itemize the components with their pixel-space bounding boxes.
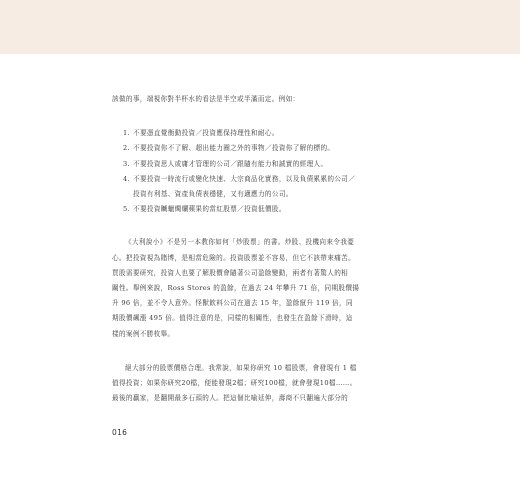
list-item-text: 不要投資你不了解、超出能力圈之外的事物／投資你了解的標的。 bbox=[133, 144, 335, 153]
text-line: 絕大部分的股票價格合理。我常說，如果你研究 10 檔股票，會發現有 1 檔 bbox=[125, 363, 357, 372]
numbered-list bbox=[112, 126, 410, 217]
text-line: 樣的案例不勝枚舉。 bbox=[112, 329, 175, 338]
page-body bbox=[112, 92, 410, 406]
body-paragraph-2 bbox=[112, 235, 410, 341]
text-line: 值得投資；如果你研究20檔，便能發現2檔；研究100檔，就會發現10檔……。 bbox=[112, 379, 357, 388]
list-item-text: 不要投資思人或庸才管理的公司／跟隨有能力和誠實的經理人。 bbox=[133, 159, 328, 168]
text-line: 買股需要研究，投資人也要了解股價會隨著公司盈餘變動，兩者有著驚人的相 bbox=[112, 268, 349, 277]
text-line: 期股價飆漲 495 倍。值得注意的是，同樣的相關性，也發生在盈餘下滑時，這 bbox=[112, 314, 353, 323]
list-item bbox=[112, 202, 410, 217]
body-paragraph-3 bbox=[112, 361, 410, 407]
page-number: 016 bbox=[112, 428, 128, 437]
text-line: 《大利說小》不是另一本教你如何「炒股票」的書。炒股、投機向來令我憂 bbox=[125, 238, 355, 247]
list-item-text: 不要投資一時流行或變化快速、大宗商品化實務，以及負債累累的公司／ bbox=[133, 174, 356, 183]
list-item-text: 不要投資贓蠟燭爛蘋果的當紅股票／投資低價股。 bbox=[133, 205, 286, 214]
list-number: 1. bbox=[123, 129, 130, 138]
list-item-continuation: 投資有利基、資產負債表穩健，又有適應力的公司。 bbox=[133, 190, 293, 199]
list-number: 4. bbox=[123, 174, 130, 183]
list-item bbox=[112, 126, 410, 141]
list-number: 2. bbox=[123, 144, 130, 153]
list-item bbox=[112, 141, 410, 156]
header-band bbox=[0, 0, 520, 54]
list-item-text: 不要憑直覺衡動投資／投資應保持理性和耐心。 bbox=[133, 129, 279, 138]
lead-paragraph: 該做的事，端視你對半杯水的看法是半空或半滿而定。例如： bbox=[112, 95, 300, 103]
text-line: 關性。舉例來說，Ross Stores 的盈餘，在過去 24 年攀升 71 倍，同期股價揚 bbox=[112, 284, 360, 293]
text-line: 最後的贏家，是翻開最多石頭的人。把這個比喻延伸，壽商不只翻遍大部分的 bbox=[112, 394, 349, 403]
list-number: 5. bbox=[123, 205, 130, 214]
text-line: 心。把投資視為賭博，是相當危險的。投資股票並不容易，但它不該帶來痛苦。 bbox=[112, 253, 356, 262]
text-line: 升 96 倍，並不令人意外。怪獸飲料公司在過去 15 年，盈餘竄升 119 倍，同 bbox=[112, 299, 353, 308]
list-item bbox=[112, 157, 410, 172]
list-number: 3. bbox=[123, 159, 130, 168]
list-item bbox=[112, 172, 410, 187]
